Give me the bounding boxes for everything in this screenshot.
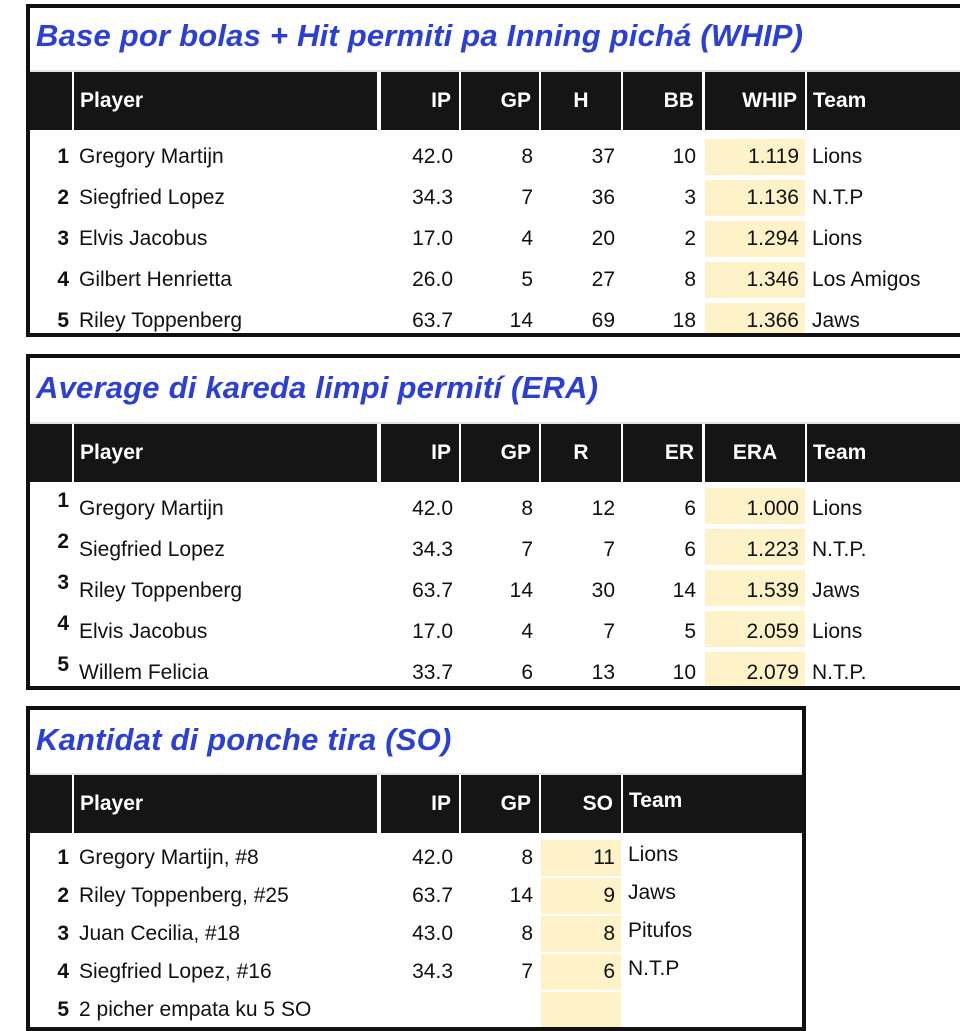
team-name: N.T.P	[628, 957, 680, 980]
rank: 1	[57, 846, 69, 869]
ip-value: 43.0	[412, 922, 453, 945]
r-value: 13	[591, 661, 615, 684]
whip-value: 1.346	[746, 268, 799, 291]
whip-table	[30, 72, 960, 337]
col-header-ip: IP	[381, 775, 459, 833]
so-table	[30, 775, 806, 1031]
gp-value: 7	[521, 538, 533, 561]
whip-value: 1.294	[746, 227, 799, 250]
whip-value: 1.366	[746, 309, 799, 332]
player-name: Elvis Jacobus	[79, 620, 208, 643]
gp-value: 5	[521, 268, 533, 291]
h-value: 69	[591, 309, 615, 332]
gp-value: 14	[509, 579, 533, 602]
so-value: 6	[603, 960, 615, 983]
r-value: 7	[603, 620, 615, 643]
ip-value: 63.7	[412, 579, 453, 602]
col-header-team: Team	[807, 424, 960, 482]
bb-value: 18	[672, 309, 696, 332]
rank-header	[30, 775, 72, 833]
player-name: Siegfried Lopez	[79, 186, 225, 209]
era-value: 1.223	[746, 538, 799, 561]
player-name: Siegfried Lopez	[79, 538, 225, 561]
rank: 1	[57, 145, 69, 168]
bb-value: 10	[672, 145, 696, 168]
whip-value: 1.119	[748, 145, 799, 168]
rank: 4	[57, 960, 69, 983]
whip-panel	[26, 4, 960, 337]
player-name: Elvis Jacobus	[79, 227, 208, 250]
gp-value: 4	[521, 620, 533, 643]
whip-value: 1.136	[746, 186, 799, 209]
rank: 3	[57, 571, 69, 594]
h-value: 20	[591, 227, 615, 250]
h-value: 36	[591, 186, 615, 209]
player-name: Riley Toppenberg	[79, 309, 243, 332]
ip-value: 34.3	[412, 186, 453, 209]
bb-value: 8	[684, 268, 696, 291]
er-value: 14	[672, 579, 696, 602]
rank-header	[30, 72, 72, 130]
team-name: N.T.P.	[812, 538, 867, 561]
era-value: 1.539	[746, 579, 799, 602]
rank: 2	[57, 884, 69, 907]
team-name: Lions	[812, 497, 863, 520]
player-name: Riley Toppenberg, #25	[79, 884, 289, 907]
team-name: Los Amigos	[812, 268, 921, 291]
bb-value: 3	[684, 186, 696, 209]
team-name: N.T.P	[812, 186, 864, 209]
player-name: Gregory Martijn	[79, 145, 224, 168]
ip-value: 33.7	[412, 661, 453, 684]
team-name: Lions	[812, 227, 863, 250]
player-name: 2 picher empata ku 5 SO	[79, 998, 312, 1021]
team-name: N.T.P.	[812, 661, 867, 684]
player-name: Gilbert Henrietta	[79, 268, 232, 291]
h-value: 37	[591, 145, 615, 168]
r-value: 30	[591, 579, 615, 602]
r-value: 7	[603, 538, 615, 561]
so-value: 8	[603, 922, 615, 945]
era-value: 2.059	[746, 620, 799, 643]
col-header-ip: IP	[381, 424, 459, 482]
so-value: 11	[593, 846, 615, 869]
rank: 5	[57, 653, 69, 676]
h-value: 27	[591, 268, 615, 291]
er-value: 6	[684, 497, 696, 520]
era-value: 2.079	[746, 661, 799, 684]
player-name: Riley Toppenberg	[79, 579, 243, 602]
er-value: 6	[684, 538, 696, 561]
gp-value: 7	[521, 186, 533, 209]
gp-value: 6	[521, 661, 533, 684]
era-title: Average di kareda limpi permití (ERA)	[36, 370, 599, 405]
era-table	[30, 424, 960, 690]
ip-value: 17.0	[412, 227, 453, 250]
rank: 4	[57, 612, 69, 635]
col-header-era: ERA	[705, 424, 805, 482]
col-header-r: R	[541, 424, 621, 482]
col-header-player: Player	[74, 424, 377, 482]
bb-value: 2	[684, 227, 696, 250]
ip-value: 63.7	[412, 884, 453, 907]
r-value: 12	[591, 497, 615, 520]
col-header-player: Player	[74, 72, 377, 130]
col-header-gp: GP	[461, 424, 539, 482]
so-panel	[26, 706, 806, 1031]
ip-value: 42.0	[412, 846, 453, 869]
player-name: Juan Cecilia, #18	[79, 922, 241, 945]
ip-value: 34.3	[412, 538, 453, 561]
player-name: Gregory Martijn	[79, 497, 224, 520]
col-header-whip: WHIP	[705, 72, 805, 130]
ip-value: 42.0	[412, 497, 453, 520]
col-header-gp: GP	[461, 72, 539, 130]
er-value: 10	[672, 661, 696, 684]
col-header-gp: GP	[461, 775, 539, 833]
gp-value: 14	[509, 309, 533, 332]
ip-value: 63.7	[412, 309, 453, 332]
era-value: 1.000	[746, 497, 799, 520]
col-header-ip: IP	[381, 72, 459, 130]
gp-value: 4	[521, 227, 533, 250]
team-name: Pitufos	[628, 919, 693, 942]
col-header-team: Team	[623, 775, 806, 833]
whip-title: Base por bolas + Hit permiti pa Inning pichá (WHIP)	[36, 18, 804, 53]
so-value: 9	[603, 884, 615, 907]
ip-value: 26.0	[412, 268, 453, 291]
ip-value: 42.0	[412, 145, 453, 168]
er-value: 5	[684, 620, 696, 643]
team-name: Lions	[812, 145, 863, 168]
ip-value: 17.0	[412, 620, 453, 643]
gp-value: 8	[521, 145, 533, 168]
rank: 3	[57, 922, 69, 945]
gp-value: 8	[521, 846, 533, 869]
gp-value: 8	[521, 922, 533, 945]
rank: 1	[57, 489, 69, 512]
team-name: Jaws	[628, 881, 676, 904]
rank: 4	[57, 268, 69, 291]
rank-header	[30, 424, 72, 482]
col-header-er: ER	[623, 424, 702, 482]
col-header-player: Player	[74, 775, 377, 833]
player-name: Siegfried Lopez, #16	[79, 960, 272, 983]
ip-value: 34.3	[412, 960, 453, 983]
col-header-so: SO	[541, 775, 621, 833]
so-title: Kantidat di ponche tira (SO)	[36, 722, 452, 757]
team-name: Lions	[812, 620, 863, 643]
col-header-bb: BB	[623, 72, 702, 130]
team-name: Jaws	[812, 309, 860, 332]
gp-value: 7	[521, 960, 533, 983]
team-name: Lions	[628, 843, 679, 866]
gp-value: 8	[521, 497, 533, 520]
rank: 2	[57, 530, 69, 553]
rank: 3	[57, 227, 69, 250]
rank: 5	[57, 998, 69, 1021]
col-header-team: Team	[807, 72, 960, 130]
rank: 2	[57, 186, 69, 209]
player-name: Willem Felicia	[79, 661, 209, 684]
team-name: Jaws	[812, 579, 860, 602]
col-header-h: H	[541, 72, 621, 130]
era-panel	[26, 354, 960, 690]
player-name: Gregory Martijn, #8	[79, 846, 259, 869]
rank: 5	[57, 309, 69, 332]
gp-value: 14	[509, 884, 533, 907]
